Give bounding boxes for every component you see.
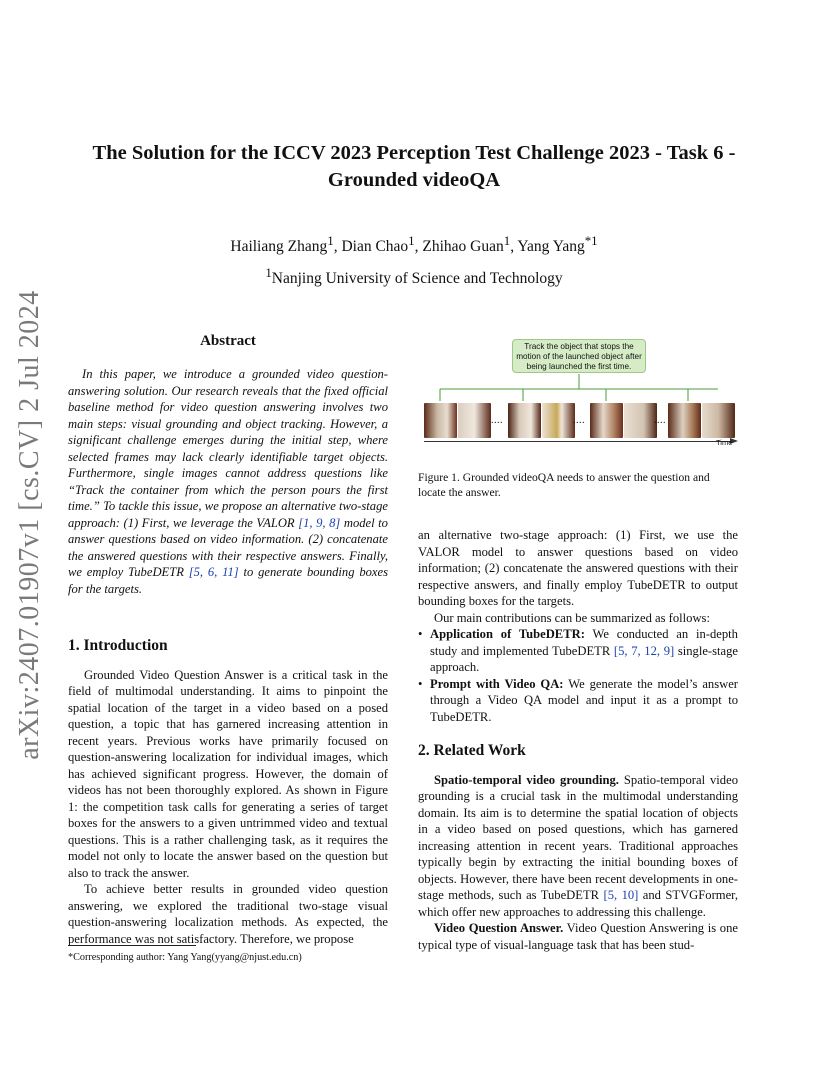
author-affil-mark: 1 — [503, 233, 511, 248]
paragraph: To achieve better results in grounded video question answering, we explored the traditional two-stage visual question-answering localization methods. As expected, the performance was not satisfactory. Therefore, we propose — [68, 882, 388, 946]
list-item-text: We conducted an in-depth study and implemented TubeDETR — [430, 627, 738, 658]
video-frame — [542, 403, 575, 438]
paragraph: Grounded Video Question Answer is a critical task in the field of multimodal understanding. It aims to pinpoint the spatial location of the target in a video based on a posed question, a topic that has garnered increasing attention in recent years. Previous works have primarily focused on question-answering localization for individual images, which has achieved significant progress. However, the domain of videos has not been thoroughly explored. As shown in Figure 1: the competition task calls for generating a series of target boxes for the answers to a given untrimmed video and textual questions. This is a rather challenging task, as it requires the model not only to locate the answer based on the question but also to track the answer. — [68, 667, 388, 880]
video-frame — [624, 403, 657, 438]
affiliation-mark: 1 — [265, 265, 272, 280]
frames-ellipsis: .... — [654, 415, 666, 426]
paragraph-text: and STVGFormer, which offer new approaches to addressing this challenge. — [418, 888, 738, 919]
list-item-text: single-stage approach. — [430, 643, 739, 674]
affiliation — [60, 265, 768, 288]
time-axis-label: Time — [716, 438, 733, 447]
video-frame — [702, 403, 735, 438]
arxiv-stamp — [10, 290, 50, 760]
citation-link[interactable]: [1, 9, 8] — [298, 515, 341, 530]
introduction-section — [68, 638, 388, 947]
video-frame — [668, 403, 701, 438]
citation-link[interactable]: [5, 6, 11] — [188, 565, 239, 579]
author-name: Zhihao Guan — [422, 238, 504, 256]
video-frame — [590, 403, 623, 438]
affiliation-name: Nanjing University of Science and Technology — [271, 270, 563, 288]
citation-link[interactable]: [5, 7, 12, 9] — [613, 643, 675, 658]
section-heading: 2. Related Work — [418, 742, 526, 759]
video-frame — [508, 403, 541, 438]
footnote-rule — [68, 945, 196, 946]
frames-ellipsis: .... — [491, 415, 503, 426]
paragraph-lead: Spatio-temporal video grounding. — [434, 772, 619, 787]
paragraph-text: Spatio-temporal video grounding is a crucial task in the multimodal understanding domain. Its aim is to determine the spatial location of objects in a video based on posed questions, which has garnered increasing attention in recent years. Traditional approaches typically begin by extracting the initial bounding boxes of objects. However, there have been recent developments in one-stage methods, such as TubeDETR — [418, 772, 738, 902]
arxiv-stamp-text: arXiv:2407.01907v1 [cs.CV] 2 Jul 2024 — [14, 290, 45, 760]
paper-title: The Solution for the ICCV 2023 Perception Test Challenge 2023 - Task 6 - Grounded videoQA — [92, 142, 736, 191]
video-frame — [458, 403, 491, 438]
footnote: *Corresponding author: Yang Yang(yyang@njust.edu.cn) — [68, 952, 302, 963]
author-affil-mark: *1 — [584, 233, 598, 248]
paragraph-text: Video Question Answering is one typical type of visual-language task that has been stud- — [418, 921, 738, 952]
section-heading: 1. Introduction — [68, 637, 168, 654]
paragraph-lead: Video Question Answer. — [434, 921, 564, 935]
paragraph: Our main contributions can be summarized as follows: — [434, 610, 710, 625]
question-prompt-box: Track the object that stops the motion of the launched object after being launched the first time. — [512, 339, 646, 373]
figure-caption: Figure 1. Grounded videoQA needs to answer the question and locate the answer. — [418, 471, 710, 499]
list-item — [418, 626, 738, 676]
author-name: Hailiang Zhang — [230, 238, 328, 256]
abstract-text: model to answer questions based on video information. (2) concatenate the answered questions with their respective answers. Finally, we employ TubeDETR — [68, 515, 388, 579]
contributions-list — [418, 626, 738, 725]
author-list: Hailiang Zhang$^1$, Dian Chao$^1$, Zhihao Guan$^1$, Yang Yang$^{*1}$ — [230, 233, 598, 256]
author-name: Yang Yang — [517, 238, 585, 256]
paragraph — [418, 920, 738, 953]
author-name: Dian Chao — [341, 238, 409, 256]
list-item-title: Prompt with Video QA: — [430, 676, 564, 691]
abstract-text: In this paper, we introduce a grounded video question-answering solution. Our research reveals that the fixed official baseline method for video question answering involves two main steps: visual grounding and object tracking. However, a significant challenge emerges during the initial step, where selected frames may lack clearly identifiable target objects. Furthermore, single images cannot address questions like “Track the container from which the person pours the first time.” To tackle this issue, we propose an alternative two-stage approach: (1) First, we leverage the VALOR — [68, 367, 388, 530]
abstract-body — [68, 366, 388, 597]
author-affil-mark: 1 — [408, 233, 415, 248]
time-axis — [424, 441, 732, 442]
frames-ellipsis: .... — [573, 415, 585, 426]
author-affil-mark: 1 — [327, 233, 334, 248]
paragraph: an alternative two-stage approach: (1) First, we use the VALOR model to answer questions based on video information; (2) concatenate the answered questions with their respective answers, and finally employ TubeDETR to output bounding boxes for the targets. — [418, 528, 738, 608]
list-item-text: We generate the model’s answer through a Video QA model and input it as a prompt to TubeDETR. — [430, 676, 738, 724]
abstract-heading: Abstract — [200, 333, 256, 349]
right-column — [418, 527, 738, 953]
list-item — [418, 676, 738, 726]
video-frame — [424, 403, 457, 438]
citation-link[interactable]: [5, 10] — [603, 888, 639, 902]
abstract-text: to generate bounding boxes for the targets. — [68, 565, 388, 596]
list-item-title: Application of TubeDETR: — [430, 627, 585, 641]
paragraph — [418, 772, 738, 921]
